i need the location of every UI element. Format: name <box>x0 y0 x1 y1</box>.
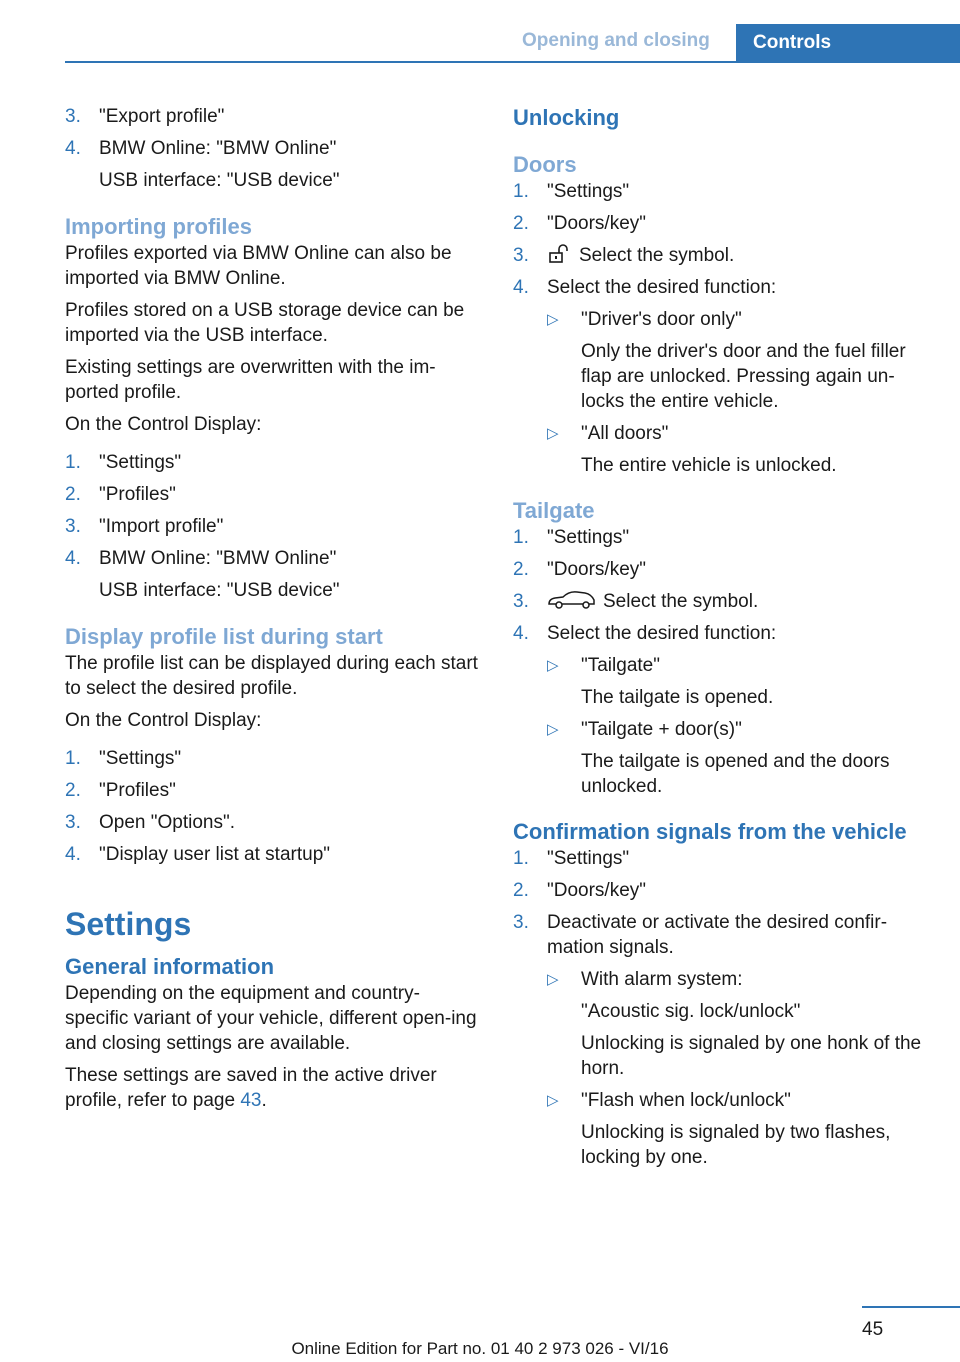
step-line: USB interface: "USB device" <box>99 580 340 601</box>
list-item <box>513 243 933 268</box>
paragraph: Existing settings are overwritten with the im‐ported profile. <box>65 357 436 403</box>
list-item <box>513 557 933 582</box>
list-item <box>65 482 483 507</box>
step-number: 3. <box>513 591 529 612</box>
option-body <box>581 1088 933 1170</box>
step-text: "Display user list at startup" <box>99 844 331 865</box>
step-text: "Export profile" <box>99 106 225 127</box>
option-body <box>581 967 933 1081</box>
step-number: 4. <box>513 623 529 644</box>
paragraph <box>65 1063 483 1113</box>
page-reference-link[interactable]: 43 <box>240 1090 262 1111</box>
step-number: 1. <box>513 527 529 548</box>
bullet-triangle-icon: ▷ <box>547 311 559 328</box>
option-title: "All doors" <box>581 423 669 444</box>
list-item <box>65 842 483 867</box>
option-description: Unlocking is signaled by two flashes, locking by one. <box>581 1122 891 1168</box>
confirmation-heading: Confirmation signals from the vehicle <box>513 819 907 844</box>
list-item <box>513 525 933 550</box>
option-item <box>547 1088 933 1170</box>
step-text <box>547 621 933 799</box>
option-title: With alarm system: <box>581 969 743 990</box>
option-description: Unlocking is signaled by one honk of the horn. <box>581 1033 922 1079</box>
footer-rule <box>862 1306 960 1308</box>
step-text-label: Select the symbol. <box>579 245 735 266</box>
step-text: "Profiles" <box>99 484 176 505</box>
step-text: "Settings" <box>99 748 182 769</box>
step-line: BMW Online: "BMW Online" <box>99 138 337 159</box>
list-item <box>65 450 483 475</box>
step-number: 2. <box>513 559 529 580</box>
option-description: The entire vehicle is unlocked. <box>581 455 837 476</box>
right-column <box>513 104 933 1170</box>
export-steps-list <box>65 104 483 193</box>
step-number: 2. <box>513 880 529 901</box>
list-item <box>65 546 483 603</box>
display-list-heading: Display profile list during start <box>65 624 383 649</box>
step-number: 3. <box>513 245 529 266</box>
bullet-triangle-icon: ▷ <box>547 1092 559 1109</box>
importing-heading: Importing profiles <box>65 214 252 239</box>
option-title: "Flash when lock/unlock" <box>581 1090 791 1111</box>
paragraph: Profiles exported via BMW Online can also be imported via BMW Online. <box>65 243 452 289</box>
step-text <box>547 243 933 268</box>
step-text: "Doors/key" <box>547 880 647 901</box>
list-item <box>513 179 933 204</box>
step-line: Deactivate or activate the desired confir‐mation signals. <box>547 912 888 958</box>
list-item <box>513 846 933 871</box>
step-number: 3. <box>65 516 81 537</box>
step-text: "Profiles" <box>99 780 176 801</box>
option-body <box>581 717 933 799</box>
step-text: "Import profile" <box>99 516 224 537</box>
step-text: "Doors/key" <box>547 213 647 234</box>
step-number: 2. <box>65 780 81 801</box>
step-text: "Doors/key" <box>547 559 647 580</box>
paragraph: On the Control Display: <box>65 710 262 731</box>
lock-open-icon <box>547 244 573 264</box>
option-body <box>581 421 933 478</box>
step-number: 1. <box>65 452 81 473</box>
step-number: 2. <box>513 213 529 234</box>
list-item <box>513 275 933 478</box>
step-text: "Settings" <box>547 527 630 548</box>
doors-steps-list <box>513 179 933 478</box>
step-text: "Settings" <box>547 181 630 202</box>
tailgate-steps-list <box>513 525 933 799</box>
step-number: 3. <box>65 812 81 833</box>
settings-heading: Settings <box>65 906 192 942</box>
option-item <box>547 653 933 710</box>
step-number: 1. <box>513 848 529 869</box>
list-item <box>65 104 483 129</box>
step-number: 2. <box>65 484 81 505</box>
bullet-triangle-icon: ▷ <box>547 657 559 674</box>
step-text <box>547 275 933 478</box>
car-icon <box>547 589 597 611</box>
option-description: Only the driver's door and the fuel filler flap are unlocked. Pressing again un‐locks the entire vehicle. <box>581 341 906 412</box>
step-text-label: Select the symbol. <box>603 591 759 612</box>
list-item <box>513 910 933 1170</box>
import-steps-list <box>65 450 483 603</box>
footer-edition-text: Online Edition for Part no. 01 40 2 973 026 - VI/16 <box>291 1339 669 1358</box>
bullet-triangle-icon: ▷ <box>547 425 559 442</box>
step-line: Select the desired function: <box>547 277 777 298</box>
option-title: "Driver's door only" <box>581 309 742 330</box>
list-item <box>65 746 483 771</box>
step-text: "Settings" <box>99 452 182 473</box>
step-number: 1. <box>65 748 81 769</box>
step-number: 3. <box>65 106 81 127</box>
list-item <box>65 810 483 835</box>
option-item <box>547 307 933 414</box>
paragraph: On the Control Display: <box>65 414 262 435</box>
list-item <box>65 778 483 803</box>
paragraph: Profiles stored on a USB storage device can be imported via the USB interface. <box>65 300 465 346</box>
option-title: "Tailgate + door(s)" <box>581 719 742 740</box>
text: . <box>261 1090 267 1111</box>
step-text <box>99 136 483 193</box>
step-number: 4. <box>65 548 81 569</box>
option-item <box>547 967 933 1081</box>
option-item <box>547 717 933 799</box>
list-item <box>513 878 933 903</box>
header-section-title: Opening and closing <box>522 30 710 51</box>
option-item <box>547 421 933 478</box>
list-item <box>65 514 483 539</box>
step-number: 4. <box>65 844 81 865</box>
option-body <box>581 307 933 414</box>
doors-heading: Doors <box>513 152 577 177</box>
step-text <box>99 546 483 603</box>
option-description: The tailgate is opened and the doors unlocked. <box>581 751 890 797</box>
unlocking-heading: Unlocking <box>513 105 620 130</box>
paragraph: The profile list can be displayed during each start to select the desired profile. <box>65 653 478 699</box>
confirmation-steps-list <box>513 846 933 1170</box>
list-item <box>65 136 483 193</box>
step-text: Open "Options". <box>99 812 236 833</box>
tailgate-heading: Tailgate <box>513 498 595 523</box>
bullet-triangle-icon: ▷ <box>547 971 559 988</box>
option-title: "Acoustic sig. lock/unlock" <box>581 1001 801 1022</box>
step-text <box>547 589 933 614</box>
step-number: 4. <box>513 277 529 298</box>
step-line: BMW Online: "BMW Online" <box>99 548 337 569</box>
list-item <box>513 211 933 236</box>
list-item <box>513 589 933 614</box>
option-body <box>581 653 933 710</box>
bullet-triangle-icon: ▷ <box>547 721 559 738</box>
left-column <box>65 104 483 1113</box>
step-number: 3. <box>513 912 529 933</box>
option-title: "Tailgate" <box>581 655 660 676</box>
text: These settings are saved in the active driver profile, refer to page <box>65 1065 437 1111</box>
step-text: "Settings" <box>547 848 630 869</box>
paragraph: Depending on the equipment and country-specific variant of your vehicle, different open‐ing and closing settings are available. <box>65 983 477 1054</box>
list-item <box>513 621 933 799</box>
general-info-heading: General information <box>65 954 275 979</box>
step-text <box>547 910 933 1170</box>
header-rule <box>65 61 960 63</box>
page-number: 45 <box>862 1319 884 1340</box>
step-line: USB interface: "USB device" <box>99 170 340 191</box>
step-number: 1. <box>513 181 529 202</box>
header-chapter-tab: Controls <box>736 24 960 61</box>
option-description: The tailgate is opened. <box>581 687 774 708</box>
step-line: Select the desired function: <box>547 623 777 644</box>
display-steps-list <box>65 746 483 867</box>
step-number: 4. <box>65 138 81 159</box>
